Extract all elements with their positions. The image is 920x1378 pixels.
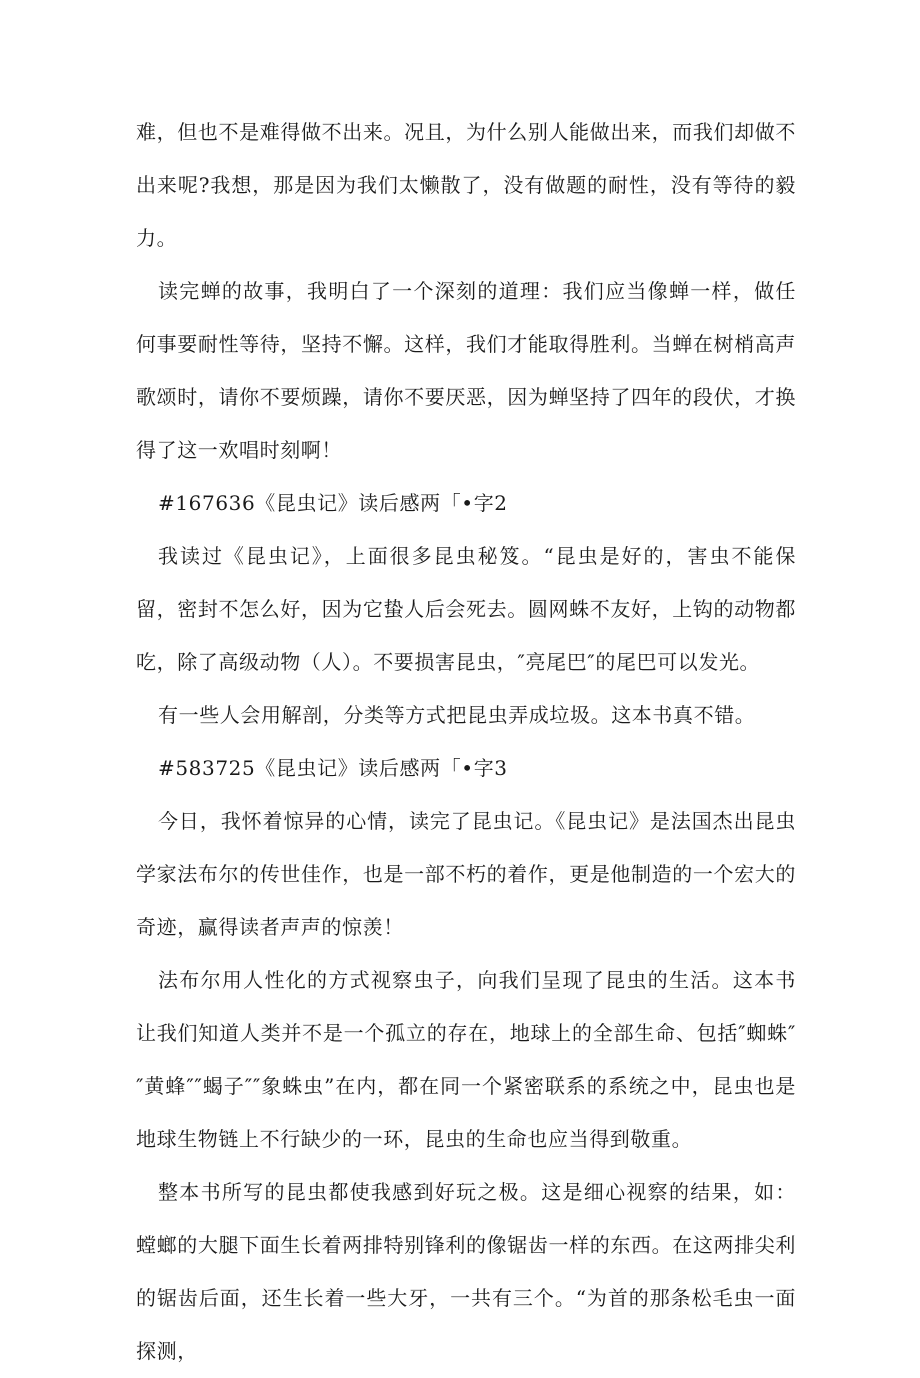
paragraph: 今日，我怀着惊异的心情，读完了昆虫记。《昆虫记》是法国杰出昆虫学家法布尔的传世佳作，也是一部不朽的着作，更是他制造的一个宏大的奇迹，赢得读者声声的惊羡！ xyxy=(136,809,796,939)
paragraph: 读完蝉的故事，我明白了一个深刻的道理：我们应当像蝉一样，做任何事要耐性等待，坚持不懈。这样，我们才能取得胜利。当蝉在树梢高声歌颂时，请你不要烦躁，请你不要厌恶，因为蝉坚持了四年的段伏，才换得了这一欢唱时刻啊！ xyxy=(136,279,796,462)
paragraph: 整本书所写的昆虫都使我感到好玩之极。这是细心视察的结果，如：螳螂的大腿下面生长着两排特别锋利的像锯齿一样的东西。在这两排尖利的锯齿后面，还生长着一些大牙，一共有三个。“为首的那条松毛虫一面探测， xyxy=(136,1180,796,1363)
document-body xyxy=(136,106,796,1378)
section-heading: #583725《昆虫记》读后感两「•字3 xyxy=(158,756,508,780)
section-heading: #167636《昆虫记》读后感两「•字2 xyxy=(158,491,508,515)
paragraph: 有一些人会用解剖，分类等方式把昆虫弄成垃圾。这本书真不错。 xyxy=(158,703,756,727)
paragraph: 我读过《昆虫记》，上面很多昆虫秘笈。“昆虫是好的，害虫不能保留，密封不怎么好，因为它蛰人后会死去。圆网蛛不友好，上钩的动物都吃，除了高级动物（人）。不要损害昆虫，″亮尾巴″的尾巴可以发光。 xyxy=(136,544,796,674)
paragraph: 法布尔用人性化的方式视察虫子，向我们呈现了昆虫的生活。这本书让我们知道人类并不是一个孤立的存在，地球上的全部生命、包括″蜘蛛″″黄蜂″″蝎子″″象蛛虫”在内，都在同一个紧密联系的系统之中，昆虫也是地球生物链上不行缺少的一环，昆虫的生命也应当得到敬重。 xyxy=(136,968,796,1151)
paragraph: 难，但也不是难得做不出来。况且，为什么别人能做出来，而我们却做不出来呢?我想，那是因为我们太懒散了，没有做题的耐性，没有等待的毅力。 xyxy=(136,120,796,250)
